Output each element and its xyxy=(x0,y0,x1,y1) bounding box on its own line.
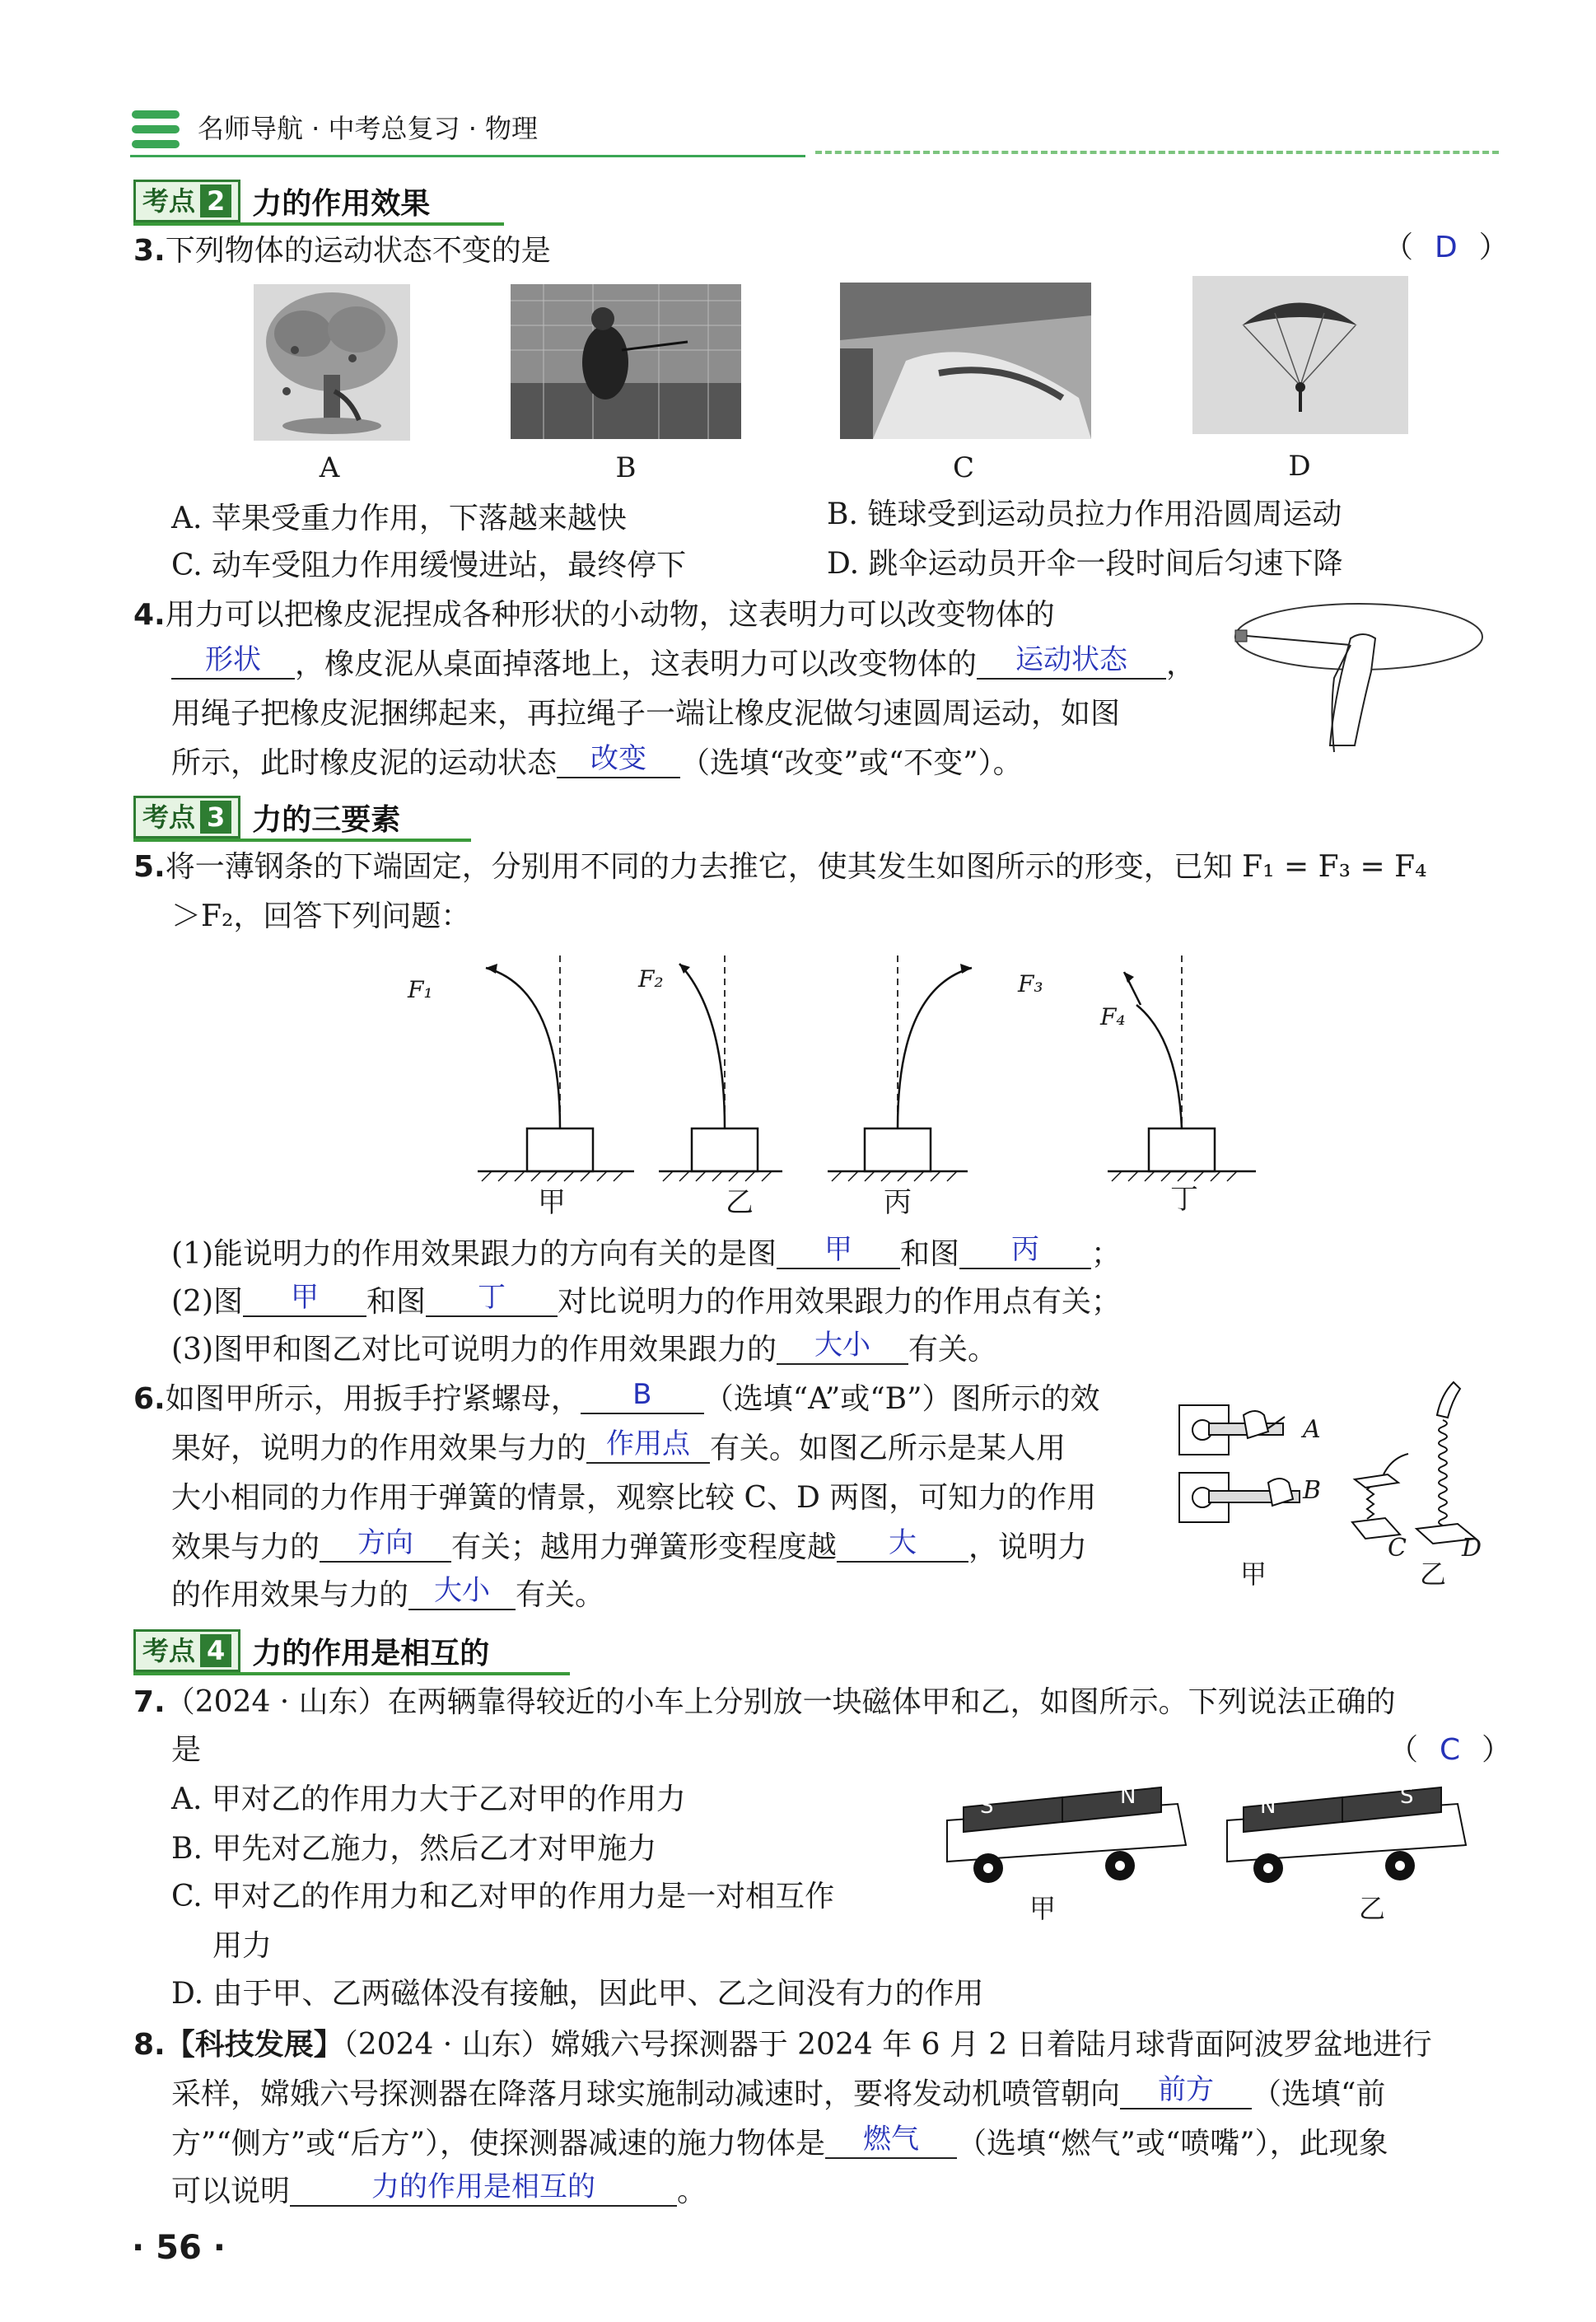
section-k4 xyxy=(133,1629,489,1672)
q6-answer-1: B xyxy=(581,1376,704,1414)
q7-option-b: B. 甲先对乙施力，然后乙才对甲施力 xyxy=(171,1832,657,1866)
q7-answer-line xyxy=(1388,1730,1511,1771)
q4-line-1 xyxy=(133,595,1055,636)
q5-force-label-f3: F₃ xyxy=(1018,970,1043,997)
q8-number: 8. xyxy=(133,2028,166,2062)
q5-sub-1-text-a: (1)能说明力的作用效果跟力的方向有关的是图 xyxy=(171,1237,777,1271)
q5-fig-label-jia: 甲 xyxy=(538,1186,566,1219)
q6-line-4 xyxy=(171,1527,1087,1568)
q8-line-2 xyxy=(171,2074,1385,2115)
q4-text-1: 用力可以把橡皮泥捏成各种形状的小动物，这表明力可以改变物体的 xyxy=(165,598,1055,632)
q7-fig-label-yi: 乙 xyxy=(1359,1893,1386,1924)
q6-line-5 xyxy=(171,1575,604,1616)
q3-caption-c: C xyxy=(952,451,974,484)
q3-caption-a: A xyxy=(319,451,340,484)
q7-magnet1-pole-right: N xyxy=(1120,1784,1136,1809)
q3-image-bullet-train xyxy=(840,283,1091,439)
q3-paren-left: （ xyxy=(1384,231,1414,264)
q5-sub-2-text-b: 和图 xyxy=(366,1285,427,1319)
header-dashed-rule xyxy=(815,151,1499,154)
q7-option-c2: 用力 xyxy=(212,1929,273,1963)
q3-number: 3. xyxy=(133,234,166,268)
q5-sub-2-answer-2: 丁 xyxy=(426,1279,558,1317)
q5-sub-3-answer: 大小 xyxy=(777,1327,908,1365)
q6-fig-label-b: B xyxy=(1303,1476,1322,1505)
q5-sub-2-text-a: (2)图 xyxy=(171,1285,243,1319)
q4-line-3: 用绳子把橡皮泥捆绑起来，再拉绳子一端让橡皮泥做匀速圆周运动，如图 xyxy=(171,697,1121,731)
section-k2 xyxy=(133,180,430,222)
q5-line-2: ＞F₂，回答下列问题： xyxy=(171,899,471,933)
q5-fig-label-yi: 乙 xyxy=(726,1186,754,1219)
q6-line-1 xyxy=(133,1379,1100,1420)
q3-option-b: B. 链球受到运动员拉力作用沿圆周运动 xyxy=(827,498,1342,531)
q3-caption-d: D xyxy=(1288,450,1311,483)
q6-fig-label-a: A xyxy=(1303,1415,1321,1444)
section-k3 xyxy=(133,796,400,839)
q5-sub-1 xyxy=(171,1234,1121,1275)
q6-text-4a: 效果与力的 xyxy=(171,1530,320,1564)
q4-text-4b: （选填“改变”或“不变”）。 xyxy=(680,746,1023,780)
q5-sub-1-answer-2: 丙 xyxy=(959,1231,1091,1269)
q8-text-2b: （选填“前 xyxy=(1252,2077,1386,2111)
q6-answer-5: 大小 xyxy=(408,1572,516,1610)
q6-text-1b: （选填“A”或“B”）图所示的效 xyxy=(703,1382,1100,1416)
q7-line-2: 是 xyxy=(171,1733,202,1767)
q6-fig-label-c: C xyxy=(1388,1534,1407,1563)
q5-sub-3 xyxy=(171,1329,997,1371)
q5-sub-1-text-c: ； xyxy=(1091,1237,1122,1271)
q7-magnet1-pole-left: S xyxy=(980,1794,994,1819)
q7-paren-right: ） xyxy=(1482,1733,1512,1767)
q5-sub-2-answer-1: 甲 xyxy=(243,1279,366,1317)
q5-text-1: 将一薄钢条的下端固定，分别用不同的力去推它，使其发生如图所示的形变，已知 F₁ = F₃ = F₄ xyxy=(165,850,1427,884)
q5-sub-3-text-a: (3)图甲和图乙对比可说明力的作用效果跟力的 xyxy=(171,1333,777,1367)
q7-line-1 xyxy=(133,1682,1396,1723)
q4-line-2 xyxy=(171,644,1196,685)
q5-sub-2-text-c: 对比说明力的作用效果跟力的作用点有关； xyxy=(558,1285,1122,1319)
q3-paren-right: ） xyxy=(1478,231,1509,264)
q7-answer: C xyxy=(1440,1733,1461,1767)
q3-option-a: A. 苹果受重力作用，下落越来越快 xyxy=(171,502,627,535)
q3-answer: D xyxy=(1435,231,1458,264)
q5-sub-1-text-b: 和图 xyxy=(900,1237,960,1271)
page-number: · 56 · xyxy=(132,2229,226,2267)
q4-text-4a: 所示，此时橡皮泥的运动状态 xyxy=(171,746,558,780)
q8-answer-3: 力的作用是相互的 xyxy=(290,2169,677,2207)
q7-number: 7. xyxy=(133,1685,166,1719)
q8-text-4a: 可以说明 xyxy=(171,2175,291,2208)
q8-line-1 xyxy=(133,2025,1432,2066)
q6-answer-2: 作用点 xyxy=(586,1426,710,1464)
q4-text-2a: ，橡皮泥从桌面掉落地上，这表明力可以改变物体的 xyxy=(295,647,978,681)
q6-text-1a: 如图甲所示，用扳手拧紧螺母， xyxy=(165,1382,581,1416)
q6-answer-3: 方向 xyxy=(320,1525,451,1563)
q5-fig-jia xyxy=(478,955,634,1181)
q6-text-4c: ，说明力 xyxy=(968,1530,1088,1564)
q3-stem: 下列物体的运动状态不变的是 xyxy=(165,234,551,268)
section-number: 4 xyxy=(200,1634,231,1667)
q7-magnet2-pole-right: S xyxy=(1400,1784,1414,1809)
q8-answer-2: 燃气 xyxy=(825,2121,957,2159)
q6-text-2a: 果好，说明力的作用效果与力的 xyxy=(171,1432,587,1465)
q5-force-label-f1: F₁ xyxy=(408,976,433,1003)
q6-figure-wrench-spring xyxy=(1169,1374,1499,1596)
q6-text-4b: 有关；越用力弹簧形变程度越 xyxy=(451,1530,838,1564)
q4-answer-2: 运动状态 xyxy=(977,642,1166,680)
q6-fig-label-d: D xyxy=(1462,1534,1482,1563)
q6-fig-label-jia: 甲 xyxy=(1240,1558,1267,1590)
q5-force-label-f4: F₄ xyxy=(1100,1003,1126,1030)
section-k4-underline xyxy=(133,1672,570,1675)
q7-option-a: A. 甲对乙的作用力大于乙对甲的作用力 xyxy=(171,1782,686,1816)
q8-text-1: （2024 · 山东）嫦娥六号探测器于 2024 年 6 月 2 日着陆月球背面阿波罗盆地进行 xyxy=(343,2028,1432,2062)
q3-image-parachute xyxy=(1192,276,1408,434)
section-k3-underline xyxy=(133,839,471,842)
q6-answer-4: 大 xyxy=(837,1525,968,1563)
section-title: 力的作用是相互的 xyxy=(252,1636,490,1670)
q8-tag: 【科技发展】 xyxy=(165,2028,343,2062)
q4-number: 4. xyxy=(133,598,166,632)
q8-line-3 xyxy=(171,2123,1388,2165)
q6-fig-label-yi: 乙 xyxy=(1420,1558,1447,1590)
header-logo xyxy=(130,105,181,153)
q7-text-1: （2024 · 山东）在两辆靠得较近的小车上分别放一块磁体甲和乙，如图所示。下列说法正确的 xyxy=(165,1685,1396,1719)
q3-caption-b: B xyxy=(615,451,637,484)
q3-option-c: C. 动车受阻力作用缓慢进站，最终停下 xyxy=(171,549,687,582)
q4-text-2b: ， xyxy=(1166,647,1197,681)
q7-fig-label-jia: 甲 xyxy=(1029,1893,1057,1924)
q7-option-c1: C. 甲对乙的作用力和乙对甲的作用力是一对相互作 xyxy=(171,1880,835,1913)
section-number: 2 xyxy=(200,185,231,217)
section-label: 考点 xyxy=(142,801,196,833)
q5-sub-3-text-b: 有关。 xyxy=(908,1333,998,1367)
q6-text-2b: 有关。如图乙所示是某人用 xyxy=(710,1432,1066,1465)
q6-line-3: 大小相同的力作用于弹簧的情景，观察比较 C、D 两图，可知力的作用 xyxy=(171,1481,1097,1515)
q6-line-2 xyxy=(171,1428,1066,1469)
q3-stem-line xyxy=(133,231,551,272)
q4-figure-circular-motion xyxy=(1227,597,1491,762)
section-label: 考点 xyxy=(142,185,196,217)
q5-fig-bing xyxy=(828,955,972,1181)
q4-answer-1: 形状 xyxy=(171,642,295,680)
q8-text-3b: （选填“燃气”或“喷嘴”），此现象 xyxy=(957,2127,1388,2161)
q6-text-5b: 有关。 xyxy=(516,1578,605,1612)
header-title: 名师导航 · 中考总复习 · 物理 xyxy=(198,113,539,144)
q6-number: 6. xyxy=(133,1382,166,1416)
section-number: 3 xyxy=(200,801,231,834)
q8-line-4 xyxy=(171,2171,707,2212)
q4-answer-3: 改变 xyxy=(557,741,680,778)
section-title: 力的作用效果 xyxy=(252,186,431,221)
q5-fig-yi xyxy=(659,955,782,1181)
q7-paren-left: （ xyxy=(1388,1733,1419,1767)
section-label: 考点 xyxy=(142,1635,196,1666)
q6-text-5a: 的作用效果与力的 xyxy=(171,1578,409,1612)
q3-image-hammer-throw xyxy=(511,284,741,439)
q3-option-d: D. 跳伞运动员开伞一段时间后匀速下降 xyxy=(827,547,1343,581)
q7-option-d: D. 由于甲、乙两磁体没有接触，因此甲、乙之间没有力的作用 xyxy=(171,1977,984,2011)
q7-magnet2-pole-left: N xyxy=(1260,1794,1276,1819)
section-title: 力的三要素 xyxy=(252,802,401,837)
q5-number: 5. xyxy=(133,850,166,884)
q5-fig-label-bing: 丙 xyxy=(884,1186,912,1219)
q8-text-2a: 采样，嫦娥六号探测器在降落月球实施制动减速时，要将发动机喷管朝向 xyxy=(171,2077,1121,2111)
q5-figure-steel-strips xyxy=(478,947,1260,1219)
q5-line-1 xyxy=(133,847,1427,888)
q5-sub-2 xyxy=(171,1282,1121,1323)
q4-line-4 xyxy=(171,743,1023,784)
section-k2-underline xyxy=(133,222,504,226)
q8-text-4b: 。 xyxy=(677,2175,707,2208)
q5-force-label-f2: F₂ xyxy=(638,965,664,993)
header-rule xyxy=(130,155,805,157)
q3-image-apple-tree xyxy=(254,284,410,441)
q8-text-3a: 方”“侧方”或“后方”），使探测器减速的施力物体是 xyxy=(171,2127,826,2161)
q5-fig-ding xyxy=(1108,955,1256,1181)
q5-fig-label-ding: 丁 xyxy=(1170,1183,1198,1216)
q3-answer-line xyxy=(1384,227,1509,269)
q8-answer-1: 前方 xyxy=(1120,2072,1252,2109)
q5-sub-1-answer-1: 甲 xyxy=(777,1231,900,1269)
